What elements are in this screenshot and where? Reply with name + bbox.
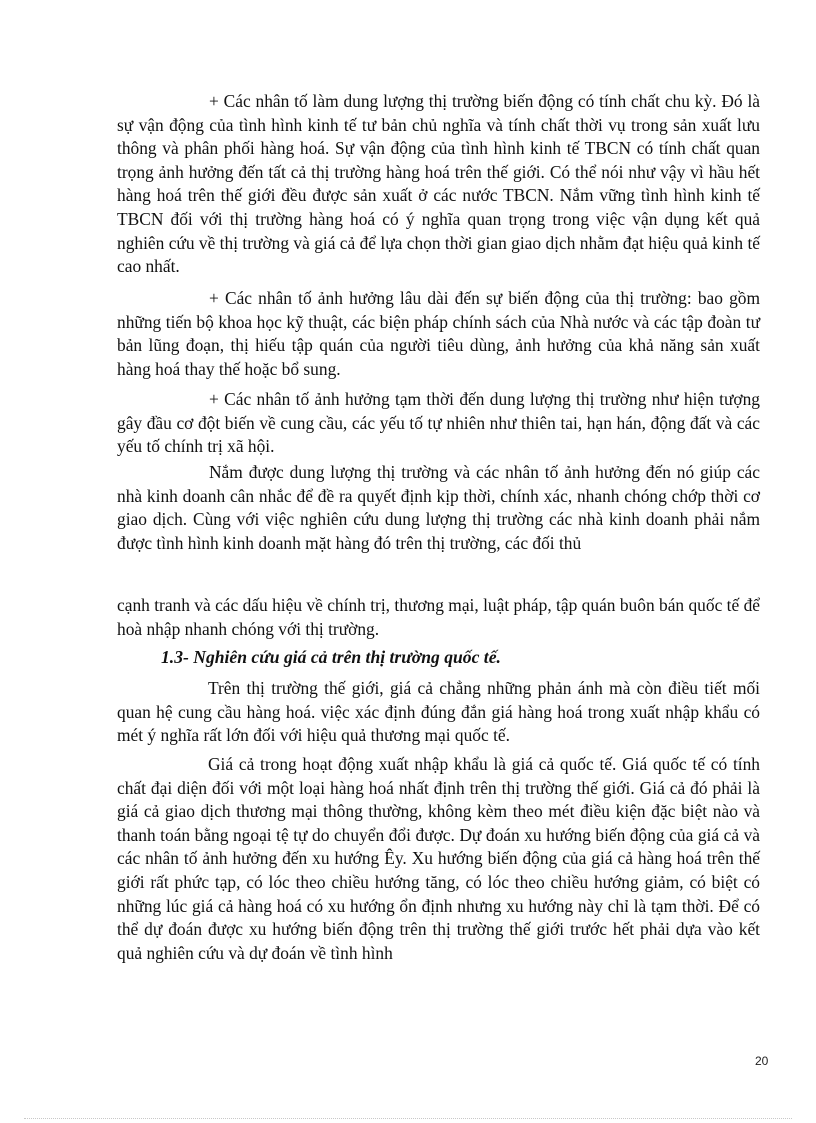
paragraph-world-prices	[117, 677, 760, 748]
paragraph-temporary-factors	[117, 388, 760, 459]
paragraph-cyclical-factors	[117, 90, 760, 279]
paragraph-international-price	[117, 753, 760, 965]
section-heading: 1.3- Nghiên cứu giá cả trên thị trường quốc tế.	[161, 647, 501, 667]
paragraph-long-term-factors	[117, 287, 760, 381]
paragraph-market-capacity	[117, 461, 760, 555]
paragraph-text: + Các nhân tố ảnh hưởng tạm thời đến dung lượng thị trường như hiện tượng gây đầu cơ đột biến về cung cầu, các yếu tố tự nhiên như thiên tai, hạn hán, động đất và các yếu tố chính trị xã hội.	[117, 389, 760, 457]
paragraph-text: Giá cả trong hoạt động xuất nhập khẩu là giá cả quốc tế. Giá quốc tế có tính chất đại diện đối với một loại hàng hoá nhất định trên thị trường thế giới. Giá cả đó phải là giá cả giao dịch thương mại thông thường, không kèm theo mét điều kiện đặc biệt nào và thanh toán bằng ngoại tệ tự do chuyển đổi được. Dự đoán xu hướng biến động của giá cả và các nhân tố ảnh hưởng đến xu hướng Êy. Xu hướng biến động của giá cả hàng hoá trên thế giới rất phức tạp, có lóc theo chiều hướng tăng, có lóc theo chiều hướng giảm, có biệt có những lúc giá cả hàng hoá có xu hướng ổn định nhưng xu hướng này chỉ là tạm thời. Để có thể dự đoán được xu hướng biến động trên thị trường thế giới trước hết phải dựa vào kết quả nghiên cứu và dự đoán về tình hình	[117, 754, 760, 963]
paragraph-text: Nắm được dung lượng thị trường và các nhân tố ảnh hưởng đến nó giúp các nhà kinh doanh cân nhắc để đề ra quyết định kịp thời, chính xác, nhanh chóng chớp thời cơ giao dịch. Cùng với việc nghiên cứu dung lượng thị trường các nhà kinh doanh phải nắm được tình hình kinh doanh mặt hàng đó trên thị trường, các đối thủ	[117, 462, 760, 553]
paragraph-text: + Các nhân tố ảnh hưởng lâu dài đến sự biến động của thị trường: bao gồm những tiến bộ khoa học kỹ thuật, các biện pháp chính sách của Nhà nước và các tập đoàn tư bản lũng đoạn, thị hiếu tập quán của người tiêu dùng, ảnh hưởng của khả năng sản xuất hàng hoá thay thế hoặc bổ sung.	[117, 288, 760, 379]
paragraph-text: + Các nhân tố làm dung lượng thị trường biến động có tính chất chu kỳ. Đó là sự vận động của tình hình kinh tế tư bản chủ nghĩa và tính chất thời vụ trong sản xuất lưu thông và phân phối hàng hoá. Sự vận động của tình hình kinh tế TBCN có tính chất quan trọng ảnh hưởng đến tất cả thị trường hàng hoá trên thế giới. Có thể nói như vậy vì hầu hết hàng hoá trên thế giới đều được sản xuất ở các nước TBCN. Nắm vững tình hình kinh tế TBCN đối với thị trường hàng hoá có ý nghĩa quan trọng trong việc vận dụng kết quả nghiên cứu về thị trường và giá cả để lựa chọn thời gian giao dịch nhằm đạt hiệu quả kinh tế cao nhất.	[117, 91, 760, 277]
page-number: 20	[755, 1054, 769, 1068]
footer-divider	[24, 1118, 792, 1119]
paragraph-text: cạnh tranh và các dấu hiệu về chính trị, thương mại, luật pháp, tập quán buôn bán quốc tế để hoà nhập nhanh chóng với thị trường.	[117, 595, 760, 639]
paragraph-continuation	[117, 594, 760, 641]
paragraph-text: Trên thị trường thế giới, giá cả chẳng những phản ánh mà còn điều tiết mối quan hệ cung cầu hàng hoá. việc xác định đúng đắn giá hàng hoá trong xuất nhập khẩu có mét ý nghĩa rất lớn đối với hiệu quả thương mại quốc tế.	[117, 678, 760, 746]
